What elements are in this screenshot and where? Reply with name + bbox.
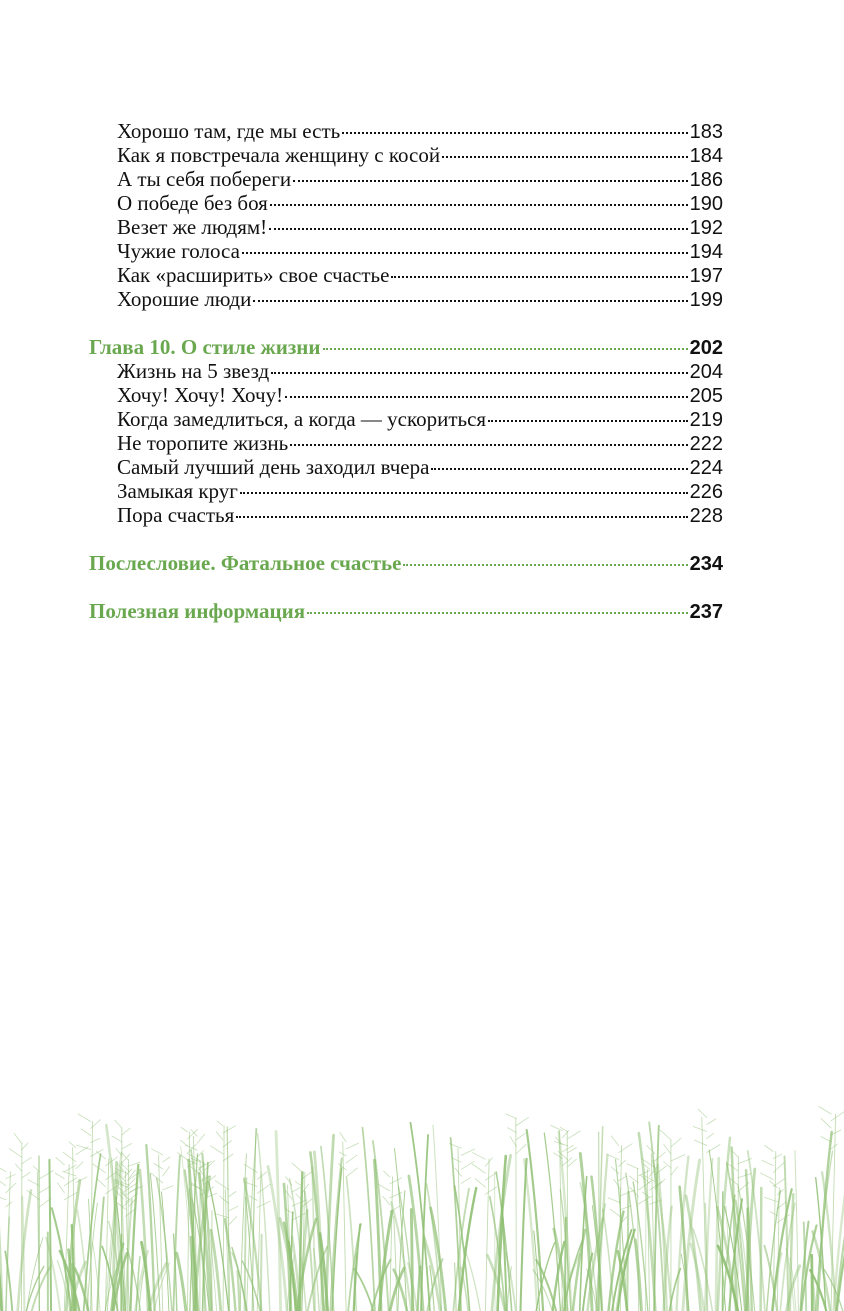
toc-entry-page: 228 xyxy=(689,505,723,527)
toc-useful-info-heading[interactable] xyxy=(89,599,723,623)
dot-leader xyxy=(342,132,687,134)
toc-entry-title: Везет же людям! xyxy=(117,215,268,239)
toc-entry-title: Пора счастья xyxy=(117,503,235,527)
toc-entry[interactable] xyxy=(89,359,723,383)
spacer xyxy=(89,527,723,551)
toc-entry-title: Хорошие люди xyxy=(117,287,252,311)
toc-entry[interactable] xyxy=(89,191,723,215)
toc-entry-page: 222 xyxy=(689,433,723,455)
toc-entry-page: 184 xyxy=(689,145,723,167)
toc-entry-title: Замыкая круг xyxy=(117,479,238,503)
dot-leader xyxy=(293,180,688,182)
toc-entry-title: Как я повстречала женщину с косой xyxy=(117,143,441,167)
toc-entry[interactable] xyxy=(89,239,723,263)
dot-leader xyxy=(442,156,688,158)
dot-leader xyxy=(236,516,687,518)
toc-entry[interactable] xyxy=(89,455,723,479)
toc-entry-page: 224 xyxy=(689,457,723,479)
toc-entry-page: 186 xyxy=(689,169,723,191)
table-of-contents xyxy=(89,119,723,623)
toc-entry-title: Самый лучший день заходил вчера xyxy=(117,455,430,479)
toc-entry-title: Не торопите жизнь xyxy=(117,431,289,455)
dot-leader xyxy=(253,300,687,302)
dot-leader xyxy=(270,204,688,206)
toc-entry-page: 197 xyxy=(689,265,723,287)
toc-entry[interactable] xyxy=(89,119,723,143)
toc-entry[interactable] xyxy=(89,383,723,407)
dot-leader xyxy=(403,564,687,566)
toc-entry-page: 205 xyxy=(689,385,723,407)
toc-entry-title: О победе без боя xyxy=(117,191,268,215)
dot-leader xyxy=(271,372,687,374)
dot-leader xyxy=(488,420,688,422)
toc-entry[interactable] xyxy=(89,431,723,455)
toc-entry-page: 194 xyxy=(689,241,723,263)
spacer xyxy=(89,311,723,335)
toc-entry[interactable] xyxy=(89,287,723,311)
toc-heading-title: Послесловие. Фатальное счастье xyxy=(89,551,402,575)
toc-entry[interactable] xyxy=(89,143,723,167)
dot-leader xyxy=(391,276,687,278)
toc-entry-page: 192 xyxy=(689,217,723,239)
dot-leader xyxy=(431,468,687,470)
dot-leader xyxy=(269,228,687,230)
toc-entry-page: 190 xyxy=(689,193,723,215)
toc-entry[interactable] xyxy=(89,215,723,239)
toc-chapter-heading[interactable] xyxy=(89,335,723,359)
dot-leader xyxy=(323,348,688,350)
toc-entry[interactable] xyxy=(89,167,723,191)
toc-heading-page: 234 xyxy=(689,553,723,575)
dot-leader xyxy=(242,252,688,254)
toc-entry-title: Чужие голоса xyxy=(117,239,240,263)
toc-entry[interactable] xyxy=(89,407,723,431)
toc-heading-title: Глава 10. О стиле жизни xyxy=(89,335,321,359)
toc-entry-page: 199 xyxy=(689,289,723,311)
dot-leader xyxy=(240,492,688,494)
spacer xyxy=(89,575,723,599)
toc-entry-title: Как «расширить» свое счастье xyxy=(117,263,390,287)
toc-heading-title: Полезная информация xyxy=(89,599,306,623)
toc-entry-page: 204 xyxy=(689,361,723,383)
toc-entry-title: Хорошо там, где мы есть xyxy=(117,119,341,143)
grass-border-icon xyxy=(0,1101,844,1311)
toc-entry-page: 183 xyxy=(689,121,723,143)
toc-heading-page: 202 xyxy=(689,337,723,359)
toc-entry[interactable] xyxy=(89,479,723,503)
toc-afterword-heading[interactable] xyxy=(89,551,723,575)
dot-leader xyxy=(285,396,688,398)
dot-leader xyxy=(290,444,687,446)
toc-entry[interactable] xyxy=(89,263,723,287)
toc-entry-title: Жизнь на 5 звезд xyxy=(117,359,270,383)
toc-heading-page: 237 xyxy=(689,601,723,623)
toc-entry-title: А ты себя побереги xyxy=(117,167,292,191)
toc-entry[interactable] xyxy=(89,503,723,527)
toc-entry-page: 219 xyxy=(689,409,723,431)
toc-entry-title: Хочу! Хочу! Хочу! xyxy=(117,383,284,407)
toc-entry-title: Когда замедлиться, а когда — ускориться xyxy=(117,407,487,431)
toc-entry-page: 226 xyxy=(689,481,723,503)
dot-leader xyxy=(307,612,688,614)
